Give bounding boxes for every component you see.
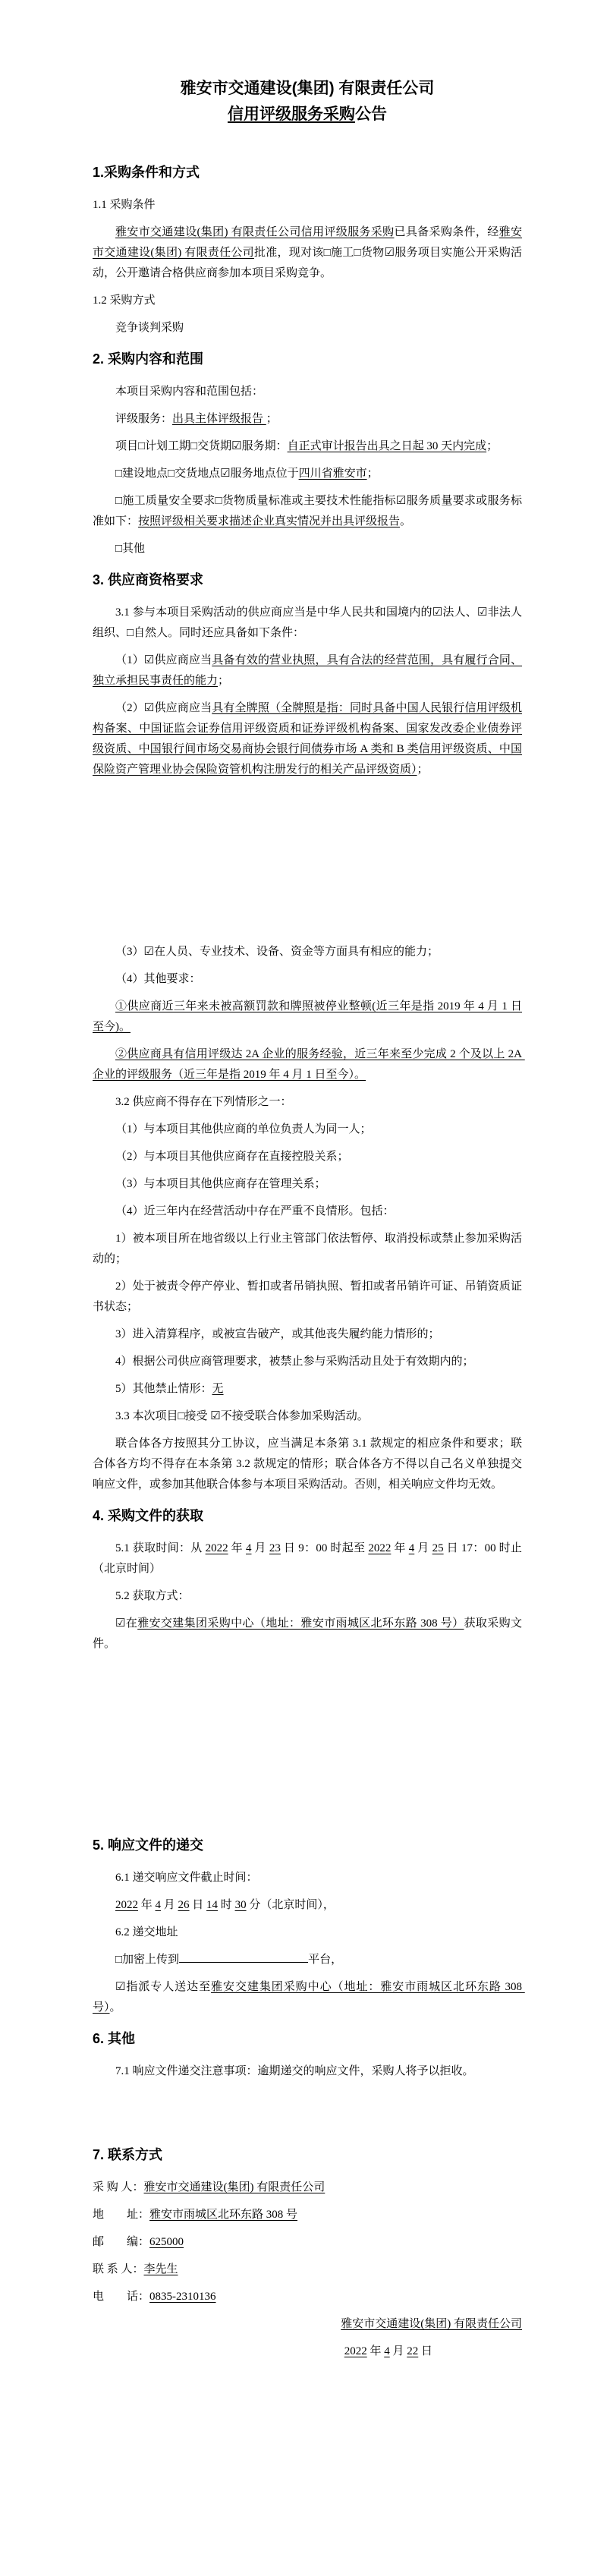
other-requirement-1: ①供应商近三年来未被高额罚款和牌照被停业整顿(近三年是指 2019 年 4 月 1 日至今)。: [93, 1000, 522, 1033]
other-requirement-2: ②供应商具有信用评级达 2A 企业的服务经验，近三年来至少完成 2 个及以上 2A 企业的评级服务（近三年是指 2019 年 4 月 1 日至今）。: [93, 1048, 525, 1081]
doc-title-line2-rest: 公告: [355, 105, 387, 123]
procurement-method: 竞争谈判采购: [115, 322, 184, 334]
contact-row-purchaser: [93, 2178, 522, 2198]
prohibited-sub-3: 3）进入清算程序，或被宣告破产，或其他丧失履约能力情形的；: [115, 1328, 440, 1340]
rating-service-value: 出具主体评级报告: [172, 413, 266, 425]
contact-value-postcode: 625000: [149, 2236, 184, 2248]
platform-blank-field: [179, 1951, 308, 1963]
section-4-heading: 4. 采购文件的获取: [93, 1508, 204, 1523]
consortium-paragraph: 联合体各方按照其分工协议，应当满足本条第 3.1 款规定的相应条件和要求；联合体各方均不得存在本条第 3.2 款规定的情形；联合体各方不得以自己名义单独提交响应文件，或参加其他联合体参与本项目采购活动。否则，相关响应文件均无效。: [93, 1438, 522, 1491]
purchaser-name: 雅安市交通建设(集团) 有限责任公司: [93, 226, 522, 259]
contact-value-purchaser: 雅安市交通建设(集团) 有限责任公司: [143, 2181, 326, 2193]
contact-value-person: 李先生: [143, 2263, 178, 2275]
prohibited-sub-5: 5）其他禁止情形：无: [115, 1383, 224, 1395]
section-2-heading: 2. 采购内容和范围: [93, 351, 204, 367]
section-7-heading: 7. 联系方式: [93, 2147, 163, 2162]
pickup-method-line: ☑在雅安交建集团采购中心（地址：雅安市雨城区北环东路 308 号）获取采购文件。: [93, 1617, 522, 1650]
submission-deadline-line: 2022 年 4 月 26 日 14 时 30 分（北京时间），: [115, 1899, 335, 1911]
clause-3-3-line: 3.3 本次项目□接受 ☑不接受联合体参加采购活动。: [115, 1410, 369, 1422]
contact-row-postcode: [93, 2232, 522, 2253]
clause-1-2-label: 1.2 采购方式: [93, 294, 156, 307]
contact-row-address: [93, 2205, 522, 2225]
section-1-heading: 1.采购条件和方式: [93, 165, 200, 180]
qualification-item-3: （3）☑在人员、专业技术、设备、资金等方面具有相应的能力；: [115, 946, 439, 958]
clause-3-1-paragraph: 3.1 参与本项目采购活动的供应商应当是中华人民共和国境内的☑法人、☑非法人组织、□自然人。同时还应具备如下条件：: [93, 606, 522, 639]
contact-label: 邮 编：: [93, 2236, 150, 2248]
service-period-value: 自正式审计报告出具之日起 30 天内完成: [287, 440, 487, 452]
submission-deadline-label: 6.1 递交响应文件截止时间：: [115, 1872, 258, 1884]
prohibited-sub-5-value: 无: [212, 1383, 224, 1395]
contact-label: 联 系 人：: [93, 2263, 144, 2275]
service-location-line: □建设地点□交货地点☑服务地点位于四川省雅安市；: [115, 468, 379, 480]
prohibited-item-1: （1）与本项目其他供应商的单位负责人为同一人；: [115, 1123, 372, 1135]
section-3-heading: 3. 供应商资格要求: [93, 572, 204, 587]
page-break-gap-3: [93, 2089, 522, 2134]
doc-title: [93, 76, 522, 128]
clause-1-1-paragraph: 雅安市交通建设(集团) 有限责任公司信用评级服务采购已具备采购条件，经雅安市交通建设(集团) 有限责任公司批准，现对该□施工□货物☑服务项目实施公开采购活动，公开邀请合格供应商参加本项目采购竞争。: [93, 226, 522, 279]
other-option-line: □其他: [115, 543, 146, 555]
rating-service-line: 评级服务：出具主体评级报告 ；: [115, 413, 278, 425]
submission-address-label: 6.2 递交地址: [115, 1926, 178, 1938]
prohibited-item-4: （4）近三年内在经营活动中存在严重不良情形。包括：: [115, 1205, 395, 1217]
clause-1-1-label: 1.1 采购条件: [93, 199, 156, 211]
delivery-location-value: 雅安交建集团采购中心（地址：雅安市雨城区北环东路 308 号）: [93, 1981, 525, 2014]
service-quality-line: □施工质量安全要求□货物质量标准或主要技术性能指标☑服务质量要求或服务标准如下：按照评级相关要求描述企业真实情况并出具评级报告。: [93, 495, 522, 527]
signature-company: 雅安市交通建设(集团) 有限责任公司: [341, 2318, 522, 2330]
contact-label: 地 址：: [93, 2209, 150, 2221]
section-5-heading: 5. 响应文件的递交: [93, 1838, 204, 1853]
scope-intro: 本项目采购内容和范围包括：: [115, 386, 264, 398]
contact-label: 电 话：: [93, 2291, 150, 2303]
page-break-gap-2: [93, 1661, 522, 1825]
pickup-time-line: 5.1 获取时间：从 2022 年 4 月 23 日 9：00 时起至 2022 年 4 月 25 日 17：00 时止（北京时间）: [93, 1542, 522, 1575]
doc-title-line2: [93, 102, 522, 128]
project-name: 雅安市交通建设(集团) 有限责任公司信用评级服务采购: [115, 226, 395, 238]
service-location-value: 四川省雅安市: [298, 468, 367, 480]
prohibited-item-2: （2）与本项目其他供应商存在直接控股关系；: [115, 1151, 349, 1163]
qualification-item-4: （4）其他要求：: [115, 973, 201, 985]
clause-7-1-note: 7.1 响应文件递交注意事项：逾期递交的响应文件，采购人将予以拒收。: [115, 2065, 474, 2077]
signature-date: 2022 年 4 月 22 日: [344, 2345, 432, 2357]
page-break-gap-1: [93, 787, 522, 935]
doc-title-line2-underlined: 信用评级服务采购: [228, 105, 355, 123]
contact-value-address: 雅安市雨城区北环东路 308 号: [149, 2209, 298, 2221]
pickup-location-value: 雅安交建集团采购中心（地址：雅安市雨城区北环东路 308 号）: [137, 1617, 464, 1630]
contact-row-person: [93, 2260, 522, 2280]
service-quality-value: 按照评级相关要求描述企业真实情况并出具评级报告: [138, 515, 401, 527]
prohibited-sub-2: 2）处于被责令停产停业、暂扣或者吊销执照、暂扣或者吊销许可证、吊销资质证书状态；: [93, 1280, 522, 1313]
qualification-item-1: （1）☑供应商应当具备有效的营业执照，具有合法的经营范围，具有履行合同、独立承担民事责任的能力；: [93, 654, 522, 687]
qualification-item-2: （2）☑供应商应当具有全牌照（全牌照是指：同时具备中国人民银行信用评级机构备案、中国证监会证券信用评级资质和证券评级机构备案、国家发改委企业债券评级资质、中国银行间市场交易商协会银行间债券市场 A 类和 B 类信用评级资质、中国保险资产管理业协会保险资管机构注册发行的相关产品评级资质）；: [93, 702, 522, 776]
section-6-heading: 6. 其他: [93, 2031, 136, 2046]
service-period-line: 项目□计划工期□交货期☑服务期：自正式审计报告出具之日起 30 天内完成；: [115, 440, 498, 452]
address-option-upload: □加密上传到 平台，: [93, 1950, 522, 1970]
contact-label: 采 购 人：: [93, 2181, 144, 2193]
prohibited-item-3: （3）与本项目其他供应商存在管理关系；: [115, 1178, 326, 1190]
clause-3-2-label: 3.2 供应商不得存在下列情形之一：: [115, 1096, 292, 1108]
prohibited-sub-1: 1）被本项目所在地省级以上行业主管部门依法暂停、取消投标或禁止参加采购活动的；: [93, 1233, 522, 1265]
address-option-delivery: ☑指派专人送达至雅安交建集团采购中心（地址：雅安市雨城区北环东路 308 号）。: [93, 1981, 525, 2014]
doc-title-line1: 雅安市交通建设(集团) 有限责任公司: [180, 80, 435, 97]
contact-value-phone: 0835-2310136: [149, 2291, 216, 2303]
prohibited-sub-4: 4）根据公司供应商管理要求，被禁止参与采购活动且处于有效期内的；: [115, 1356, 474, 1368]
pickup-method-label: 5.2 获取方式：: [115, 1590, 190, 1602]
contact-row-phone: [93, 2287, 522, 2307]
